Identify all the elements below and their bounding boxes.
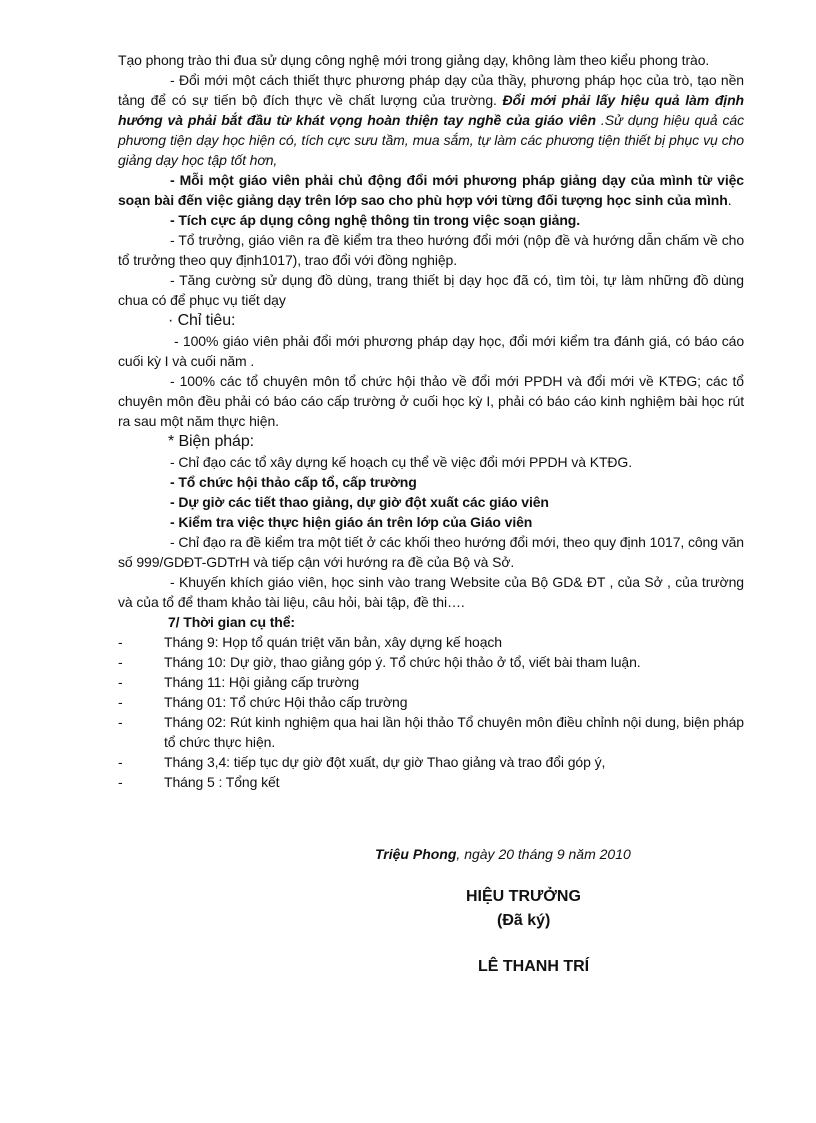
schedule-item (118, 712, 744, 752)
signature-title: HIỆU TRƯỞNG (466, 888, 581, 905)
target-item-1: - 100% giáo viên phải đổi mới phương pháp dạy học, đổi mới kiểm tra đánh giá, có báo cáo cuối kỳ I và cuối năm . (118, 333, 744, 369)
intro-paragraph-3-bold: - Mỗi một giáo viên phải chủ động đổi mới phương pháp giảng dạy của mình từ việc soạn bài đến việc giảng dạy trên lớp sao cho phù hợp với từng đối tượng học sinh của mình (118, 172, 744, 208)
intro-paragraph-1: Tạo phong trào thi đua sử dụng công nghệ mới trong giảng dạy, không làm theo kiểu phong trào. (118, 52, 710, 68)
targets-heading: · Chỉ tiêu: (168, 312, 236, 329)
intro-paragraph-4: - Tích cực áp dụng công nghệ thông tin trong việc soạn giảng. (170, 212, 581, 228)
measure-item-4: - Kiểm tra việc thực hiện giáo án trên lớp của Giáo viên (170, 514, 533, 530)
signature-date: , ngày 20 tháng 9 năm 2010 (456, 846, 631, 862)
schedule-item-text: Tháng 11: Hội giảng cấp trường (164, 674, 360, 690)
measure-item-1: - Chỉ đạo các tổ xây dựng kế hoạch cụ thể về việc đổi mới PPDH và KTĐG. (170, 454, 632, 470)
intro-paragraph-2 (118, 70, 744, 170)
intro-paragraph-2-italic: .Sử dụng hiệu quả các phương tiện dạy học hiện có, tích cực sưu tầm, mua sắm, tự làm các phương tiện thiết bị phục vụ cho giảng dạy học tập tốt hơn, (118, 112, 745, 168)
schedule-item (118, 772, 744, 792)
schedule-item-text: Tháng 01: Tổ chức Hội thảo cấp trường (164, 694, 408, 710)
intro-paragraph-2-emphasis: Đổi mới phải lấy hiệu quả làm định hướng và phải bắt đầu từ khát vọng hoàn thiện tay nghề của giáo viên (118, 92, 744, 128)
measure-item-5: - Chỉ đạo ra đề kiểm tra một tiết ở các khối theo hướng đổi mới, theo quy định 1017, công văn số 999/GDĐT-GDTrH và tiếp cận với hướng ra đề của Bộ và Sở. (118, 534, 744, 570)
schedule-item (118, 692, 744, 712)
schedule-item (118, 672, 744, 692)
document-body (118, 50, 744, 792)
measures-heading: * Biện pháp: (168, 433, 254, 450)
schedule-bullet: - (118, 754, 123, 770)
measure-item-3: - Dự giờ các tiết thao giảng, dự giờ đột xuất các giáo viên (170, 494, 549, 510)
schedule-bullet: - (118, 674, 123, 690)
intro-paragraph-3-end: . (727, 192, 732, 208)
signature-place: Triệu Phong (375, 846, 457, 862)
schedule-item-text: Tháng 10: Dự giờ, thao giảng góp ý. Tổ chức hội thảo ở tổ, viết bài tham luận. (164, 654, 641, 670)
target-item-2: - 100% các tổ chuyên môn tổ chức hội thảo về đổi mới PPDH và đổi mới về KTĐG; các tổ chuyên môn đều phải có báo cáo cấp trường ở cuối học kỳ I, phải có báo cáo kinh nghiệm bài học rút ra sau một năm thực hiện. (118, 373, 744, 429)
intro-paragraph-5: - Tổ trưởng, giáo viên ra đề kiểm tra theo hướng đổi mới (nộp đề và hướng dẫn chấm về cho tổ trưởng theo quy định1017), trao đổi với đồng nghiệp. (118, 232, 744, 268)
signature-signed-note: (Đã ký) (497, 912, 551, 929)
schedule-item-text: Tháng 5 : Tổng kết (164, 774, 280, 790)
intro-paragraph-2-text: - Đổi mới một cách thiết thực phương pháp dạy của thầy, phương pháp học của trò, tạo nền tảng để có sự tiến bộ đích thực về chất lượng của trường. (118, 72, 744, 108)
schedule-bullet: - (118, 714, 123, 730)
intro-paragraph-6: - Tăng cường sử dụng đồ dùng, trang thiết bị dạy học đã có, tìm tòi, tự làm những đồ dùng chua có để phục vụ tiết dạy (118, 272, 744, 308)
schedule-item (118, 632, 744, 652)
intro-paragraph-3 (118, 170, 744, 210)
schedule-bullet: - (118, 634, 123, 650)
measure-item-6: - Khuyến khích giáo viên, học sinh vào trang Website của Bộ GD& ĐT , của Sở , của trường và của tổ để tham khảo tài liệu, câu hỏi, bài tập, đề thi…. (118, 574, 744, 610)
schedule-bullet: - (118, 654, 123, 670)
schedule-item-text: Tháng 02: Rút kinh nghiệm qua hai lần hội thảo Tổ chuyên môn điều chỉnh nội dung, biện pháp tổ chức thực hiện. (164, 714, 744, 750)
schedule-bullet: - (118, 694, 123, 710)
schedule-item (118, 652, 744, 672)
schedule-bullet: - (118, 774, 123, 790)
schedule-heading: 7/ Thời gian cụ thể: (168, 614, 295, 630)
signature-name: LÊ THANH TRÍ (478, 958, 590, 975)
schedule-item-text: Tháng 3,4: tiếp tục dự giờ đột xuất, dự giờ Thao giảng và trao đổi góp ý, (164, 754, 606, 770)
signature-date-line (375, 846, 631, 862)
schedule-item (118, 752, 744, 772)
schedule-item-text: Tháng 9: Họp tổ quán triệt văn bản, xây dựng kế hoạch (164, 634, 502, 650)
measure-item-2: - Tổ chức hội thảo cấp tổ, cấp trường (170, 474, 417, 490)
